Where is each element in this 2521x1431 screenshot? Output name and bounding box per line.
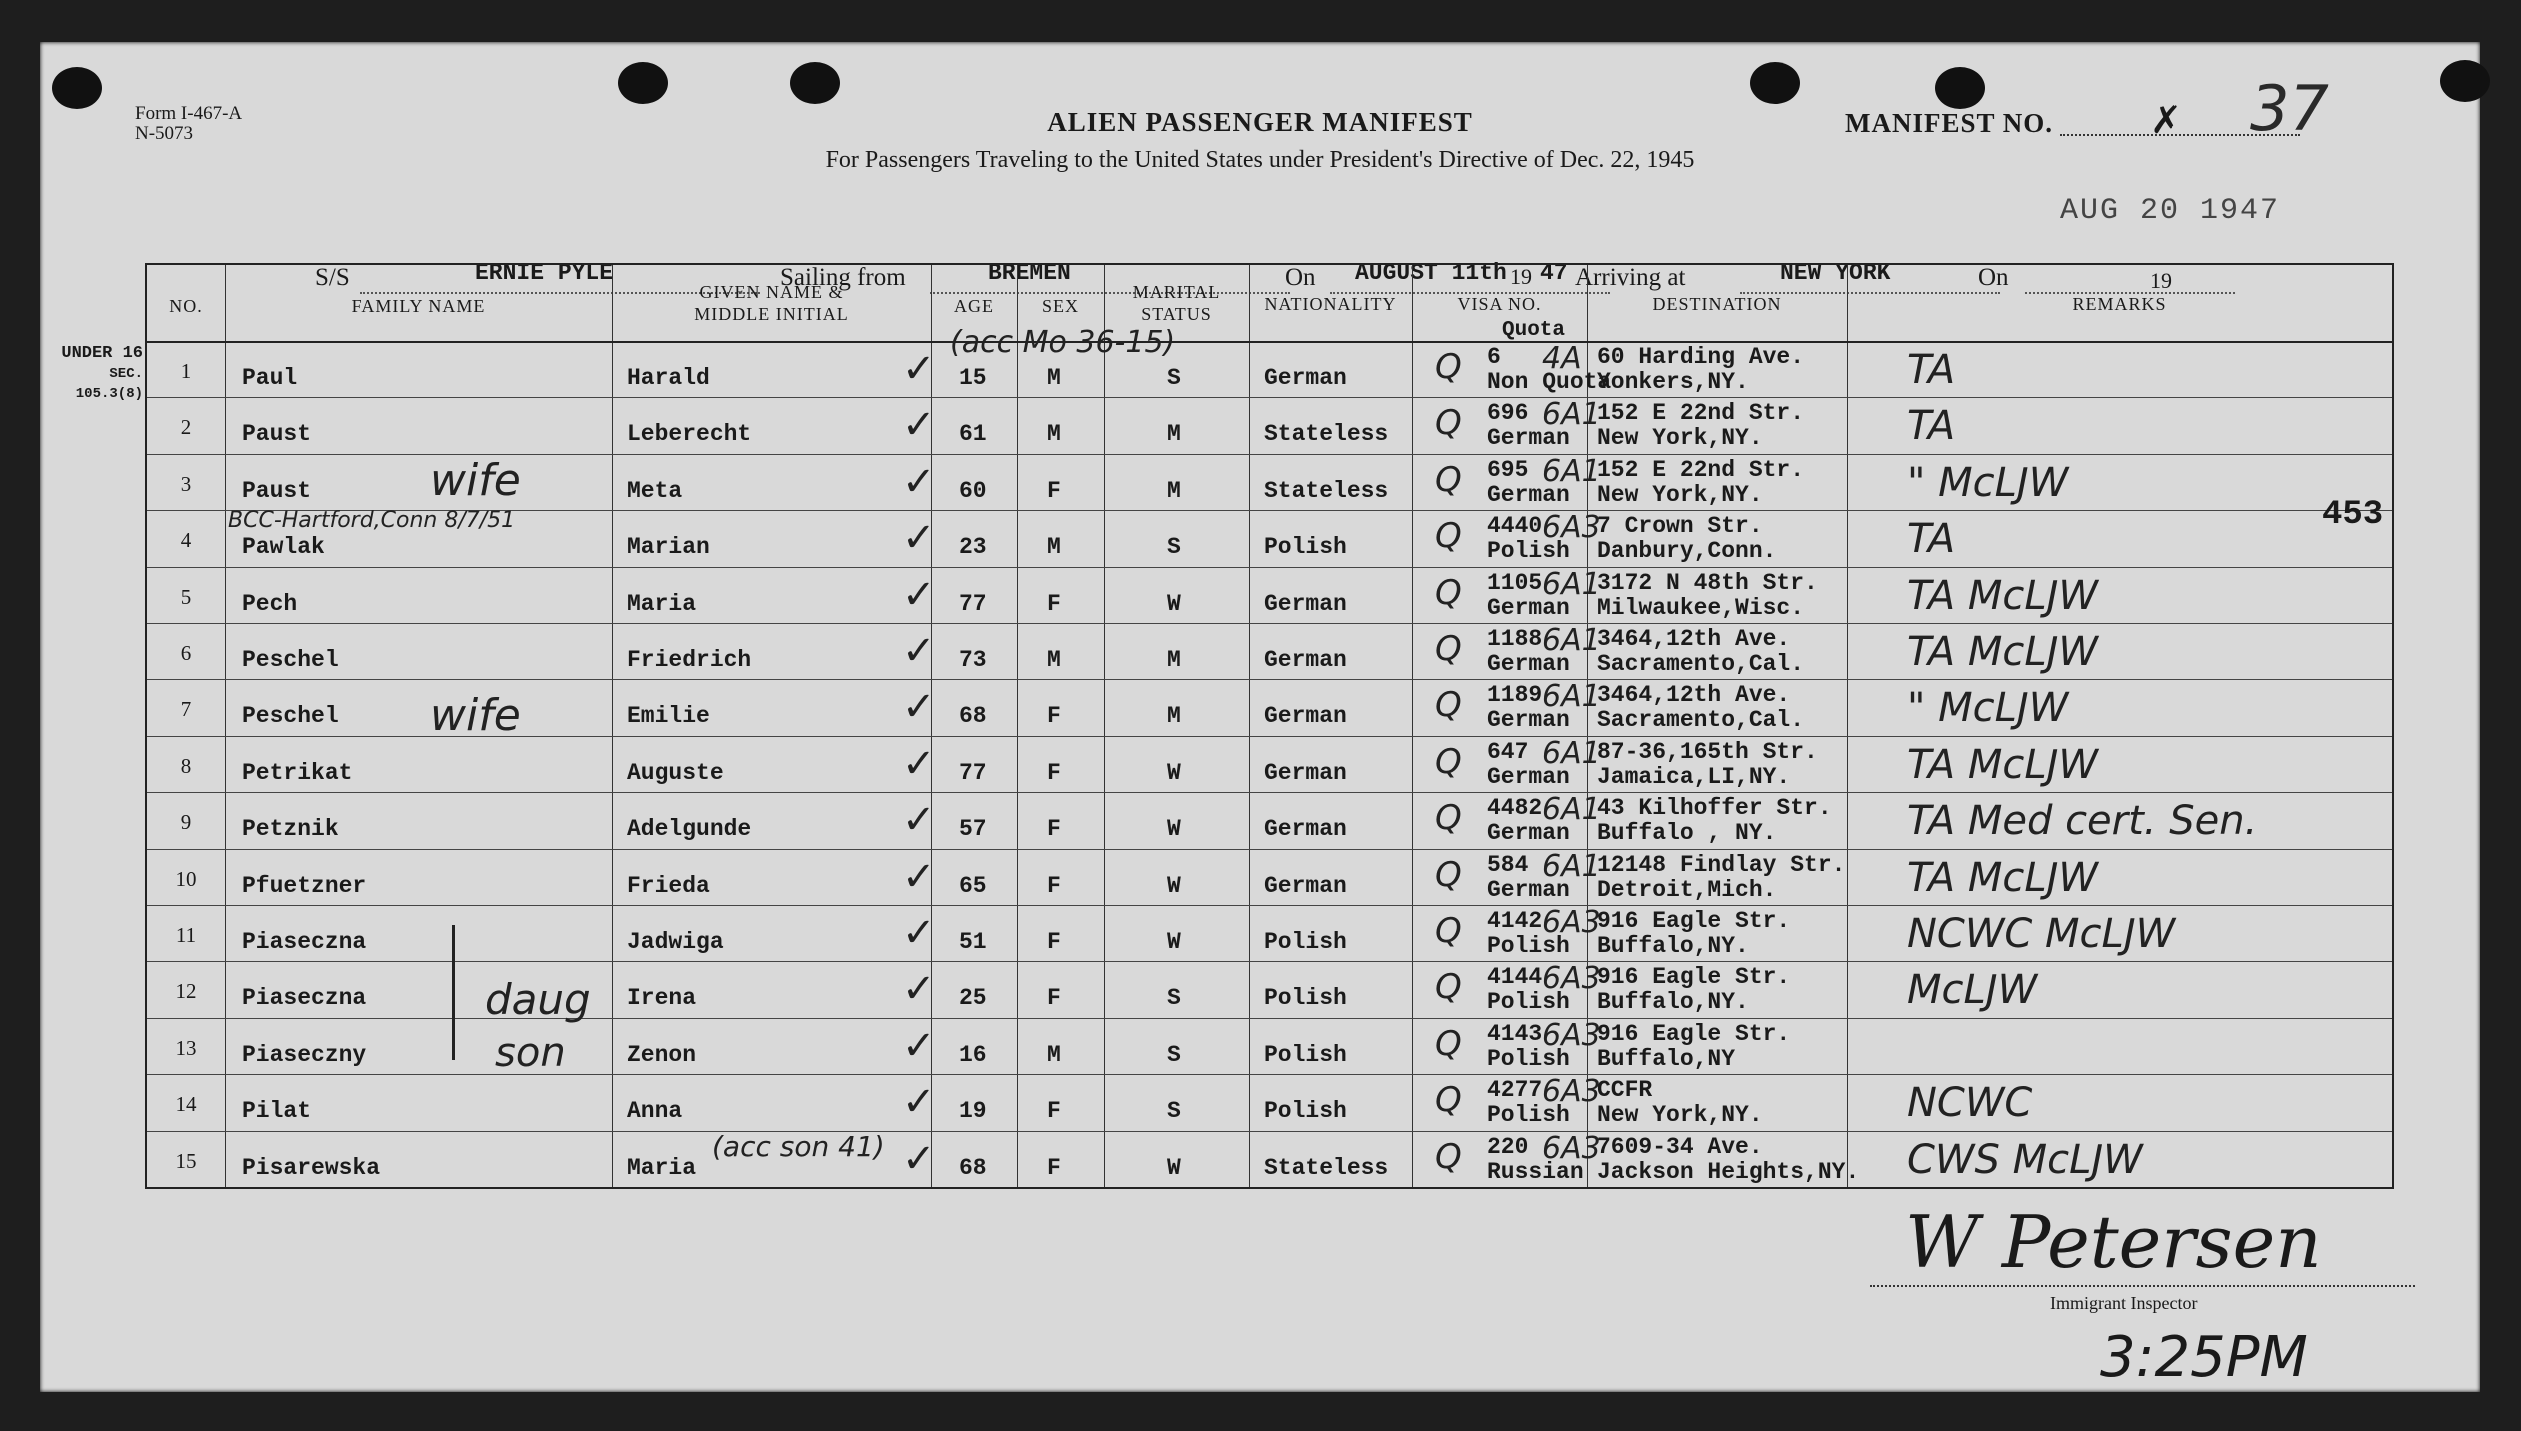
visa-hand-code: 4A bbox=[1542, 341, 1582, 376]
row-number: 2 bbox=[180, 415, 192, 440]
visa-hand-code: 6A3 bbox=[1542, 1017, 1601, 1053]
on-label: On bbox=[1285, 264, 1316, 291]
arrival-suffix: 19 bbox=[2150, 268, 2172, 293]
ss-label: S/S bbox=[315, 264, 350, 291]
marital-status: W bbox=[1167, 590, 1181, 617]
check-mark: ✓ bbox=[902, 515, 936, 562]
given-name: Meta bbox=[627, 477, 683, 504]
inspector-signature: W Petersen bbox=[1905, 1200, 2322, 1284]
visa-hand-code: 6A1 bbox=[1542, 848, 1601, 884]
check-mark: ✓ bbox=[902, 684, 936, 731]
check-mark: ✓ bbox=[902, 1022, 936, 1069]
age: 16 bbox=[959, 1041, 987, 1068]
handwritten-wife-1: wife bbox=[430, 455, 521, 506]
check-mark: ✓ bbox=[902, 797, 936, 844]
visa-hand-code: 6A3 bbox=[1542, 510, 1601, 546]
remarks: TA bbox=[1907, 516, 1956, 563]
remarks: TA bbox=[1907, 403, 1956, 450]
destination-line2: New York,NY. bbox=[1597, 1102, 1763, 1129]
nationality: German bbox=[1264, 365, 1347, 391]
destination-line1: 7609-34 Ave. bbox=[1597, 1133, 1763, 1160]
marital-status: S bbox=[1167, 534, 1181, 561]
destination-line2: Jackson Heights,NY. bbox=[1597, 1158, 1860, 1185]
remarks: CWS McLJW bbox=[1907, 1136, 2143, 1183]
remarks: TA McLJW bbox=[1907, 854, 2098, 901]
struck-number: ✗ bbox=[2150, 98, 2182, 142]
page-subtitle: For Passengers Traveling to the United States under President's Directive of Dec. 22, 1945 bbox=[825, 147, 1695, 173]
visa-hand-code: 6A1 bbox=[1542, 397, 1601, 433]
handwritten-q: Q bbox=[1435, 459, 1462, 500]
punch-hole bbox=[618, 62, 668, 104]
marital-status: S bbox=[1167, 365, 1181, 391]
given-name: Marian bbox=[627, 534, 710, 561]
sex: F bbox=[1047, 590, 1061, 617]
inspector-label: Immigrant Inspector bbox=[2050, 1293, 2198, 1313]
family-name: Paust bbox=[242, 421, 312, 448]
handwritten-q: Q bbox=[1435, 798, 1462, 839]
nationality: German bbox=[1264, 590, 1347, 617]
given-name: Maria bbox=[627, 1154, 697, 1181]
age: 60 bbox=[959, 477, 987, 504]
marital-status: W bbox=[1167, 929, 1181, 955]
check-mark: ✓ bbox=[902, 571, 936, 618]
handwritten-q: Q bbox=[1435, 1080, 1462, 1121]
age: 57 bbox=[959, 816, 987, 843]
header-marital-status: MARITAL STATUS bbox=[1132, 282, 1221, 324]
marital-status: M bbox=[1167, 421, 1181, 448]
destination-line2: Milwaukee,Wisc. bbox=[1597, 594, 1805, 621]
sex: F bbox=[1047, 816, 1061, 843]
sex: F bbox=[1047, 1154, 1061, 1181]
visa-type: German bbox=[1487, 763, 1570, 790]
handwritten-q: Q bbox=[1435, 572, 1462, 613]
visa-number: 1189 bbox=[1487, 682, 1543, 709]
visa-type: Polish bbox=[1487, 933, 1570, 959]
row-number: 6 bbox=[180, 641, 192, 665]
punch-hole bbox=[790, 62, 840, 104]
destination-line1: 916 Eagle Str. bbox=[1597, 908, 1791, 934]
nationality: Polish bbox=[1264, 534, 1347, 561]
handwritten-q: Q bbox=[1435, 347, 1462, 387]
age: 23 bbox=[959, 534, 987, 561]
handwritten-note-row15: (acc son 41) bbox=[712, 1130, 885, 1163]
nationality: Polish bbox=[1264, 1098, 1347, 1125]
visa-number: 4440 bbox=[1487, 513, 1543, 540]
header-visa-no: VISA NO. bbox=[1457, 294, 1542, 314]
given-name: Irena bbox=[627, 985, 697, 1012]
marital-status: W bbox=[1167, 872, 1181, 899]
sex: M bbox=[1047, 365, 1061, 391]
handwritten-q: Q bbox=[1435, 685, 1462, 726]
sex: M bbox=[1047, 421, 1061, 448]
remarks: TA McLJW bbox=[1907, 629, 2098, 675]
destination-line1: CCFR bbox=[1597, 1077, 1653, 1104]
marital-status: M bbox=[1167, 647, 1181, 673]
sex: F bbox=[1047, 477, 1061, 504]
visa-type: German bbox=[1487, 481, 1570, 508]
family-name: Pisarewska bbox=[242, 1154, 381, 1181]
handwritten-wife-2: wife bbox=[430, 690, 521, 741]
destination-line2: Detroit,Mich. bbox=[1597, 876, 1777, 903]
destination-line2: Danbury,Conn. bbox=[1597, 538, 1777, 565]
visa-type: Polish bbox=[1487, 1102, 1570, 1129]
check-mark: ✓ bbox=[902, 1079, 936, 1126]
destination-line1: 3464,12th Ave. bbox=[1597, 682, 1791, 709]
given-name: Emilie bbox=[627, 703, 710, 730]
sailing-date: AUGUST 11th bbox=[1355, 260, 1507, 286]
visa-hand-code: 6A1 bbox=[1542, 735, 1601, 771]
destination-line1: 60 Harding Ave. bbox=[1597, 344, 1805, 370]
given-name: Jadwiga bbox=[627, 929, 724, 955]
nationality: Stateless bbox=[1264, 1154, 1389, 1181]
destination-line1: 152 E 22nd Str. bbox=[1597, 456, 1805, 483]
family-name: Pech bbox=[242, 590, 298, 617]
sex: F bbox=[1047, 1098, 1061, 1125]
given-name: Friedrich bbox=[627, 647, 752, 673]
sailing-year: 47 bbox=[1540, 260, 1568, 286]
family-name: Paul bbox=[242, 365, 298, 391]
punch-hole bbox=[1750, 62, 1800, 104]
row-number: 11 bbox=[175, 923, 197, 947]
visa-hand-code: 6A3 bbox=[1542, 1074, 1601, 1110]
visa-type: German bbox=[1487, 820, 1570, 847]
form-number: Form I-467-A N-5073 bbox=[135, 103, 243, 144]
age: 25 bbox=[959, 985, 987, 1012]
remarks: TA McLJW bbox=[1907, 572, 2098, 619]
handwritten-note-row4: BCC-Hartford,Conn 8/7/51 bbox=[228, 508, 516, 533]
nationality: German bbox=[1264, 703, 1347, 730]
sex: F bbox=[1047, 703, 1061, 730]
given-name: Maria bbox=[627, 590, 697, 617]
bracket-mark bbox=[452, 925, 455, 1060]
family-name: Petrikat bbox=[242, 759, 353, 786]
row-number: 8 bbox=[180, 753, 192, 778]
family-name: Pawlak bbox=[242, 534, 325, 561]
handwritten-q: Q bbox=[1435, 854, 1462, 895]
given-name: Auguste bbox=[627, 759, 724, 786]
check-mark: ✓ bbox=[902, 458, 936, 505]
nationality: Polish bbox=[1264, 929, 1347, 955]
year-prefix: 19 bbox=[1510, 264, 1532, 289]
nationality: German bbox=[1264, 872, 1347, 899]
destination-line1: 3464,12th Ave. bbox=[1597, 626, 1791, 652]
visa-number: 1188 bbox=[1487, 626, 1543, 652]
arrival-date-stamp: AUG 20 1947 bbox=[2060, 194, 2281, 228]
visa-number: 696 bbox=[1487, 400, 1529, 427]
remarks: NCWC McLJW bbox=[1907, 911, 2176, 957]
remarks: TA bbox=[1907, 347, 1956, 393]
row-number: 14 bbox=[175, 1092, 197, 1117]
row-number: 4 bbox=[180, 528, 192, 553]
family-name: Piaseczny bbox=[242, 1041, 367, 1068]
row-number: 13 bbox=[175, 1035, 197, 1060]
check-mark: ✓ bbox=[902, 628, 936, 674]
destination-line2: New York,NY. bbox=[1597, 481, 1763, 508]
check-mark: ✓ bbox=[902, 740, 936, 787]
handwritten-son: son bbox=[495, 1030, 566, 1076]
under16-note: UNDER 16 SEC. 105.3(8) bbox=[61, 344, 143, 402]
handwritten-q: Q bbox=[1435, 403, 1462, 444]
family-name: Peschel bbox=[242, 647, 339, 673]
visa-type: German bbox=[1487, 594, 1570, 621]
punch-hole bbox=[52, 67, 102, 109]
visa-number: 584 bbox=[1487, 851, 1529, 878]
age: 65 bbox=[959, 872, 987, 899]
nationality: Stateless bbox=[1264, 421, 1389, 448]
visa-hand-code: 6A1 bbox=[1542, 453, 1601, 489]
sailing-label: Sailing from bbox=[780, 264, 906, 291]
marital-status: W bbox=[1167, 816, 1181, 843]
marital-status: S bbox=[1167, 1041, 1181, 1068]
sex: F bbox=[1047, 759, 1061, 786]
row-number: 5 bbox=[180, 584, 192, 609]
visa-number: 4144 bbox=[1487, 964, 1543, 991]
handwritten-q: Q bbox=[1435, 1023, 1462, 1064]
row-number: 9 bbox=[180, 810, 192, 835]
marital-status: M bbox=[1167, 703, 1181, 730]
destination-line1: 3172 N 48th Str. bbox=[1597, 569, 1818, 596]
sex: F bbox=[1047, 929, 1061, 955]
row-number: 10 bbox=[175, 866, 197, 891]
remarks: " McLJW bbox=[1907, 685, 2069, 732]
visa-type: German bbox=[1487, 876, 1570, 903]
visa-type: German bbox=[1487, 707, 1570, 734]
given-name: Leberecht bbox=[627, 421, 752, 448]
given-name: Frieda bbox=[627, 872, 710, 899]
header-destination: DESTINATION bbox=[1652, 294, 1782, 314]
visa-type: Polish bbox=[1487, 538, 1570, 565]
ship-name: ERNIE PYLE bbox=[475, 260, 614, 286]
header-family-name: FAMILY NAME bbox=[351, 296, 486, 316]
sex: M bbox=[1047, 1041, 1061, 1068]
destination-line2: Jamaica,LI,NY. bbox=[1597, 763, 1791, 790]
family-name: Peschel bbox=[242, 703, 339, 730]
marital-status: S bbox=[1167, 985, 1181, 1012]
header-given-name: GIVEN NAME & MIDDLE INITIAL bbox=[694, 282, 849, 324]
marital-status: W bbox=[1167, 759, 1181, 786]
handwritten-q: Q bbox=[1435, 967, 1462, 1008]
row-number: 1 bbox=[180, 359, 192, 383]
destination-line1: 43 Kilhoffer Str. bbox=[1597, 795, 1832, 822]
handwritten-q: Q bbox=[1435, 1136, 1462, 1177]
remarks: NCWC bbox=[1907, 1080, 2033, 1127]
check-mark: ✓ bbox=[902, 402, 936, 449]
remarks: TA Med cert. Sen. bbox=[1907, 798, 2258, 845]
age: 68 bbox=[959, 703, 987, 730]
visa-type: German bbox=[1487, 425, 1570, 452]
visa-hand-code: 6A3 bbox=[1542, 1130, 1601, 1166]
age: 19 bbox=[959, 1098, 987, 1125]
visa-number: 647 bbox=[1487, 738, 1529, 765]
destination-line2: Sacramento,Cal. bbox=[1597, 651, 1805, 677]
handwritten-q: Q bbox=[1435, 516, 1462, 557]
sex: F bbox=[1047, 985, 1061, 1012]
visa-type: Polish bbox=[1487, 989, 1570, 1016]
signature-line bbox=[1870, 1285, 2415, 1287]
row-number: 12 bbox=[175, 979, 197, 1004]
check-mark: ✓ bbox=[902, 1135, 936, 1182]
visa-type: Non Quota bbox=[1487, 369, 1612, 395]
arrival-on-label: On bbox=[1978, 264, 2009, 291]
destination-line1: 12148 Findlay Str. bbox=[1597, 851, 1846, 878]
age: 61 bbox=[959, 421, 987, 448]
visa-hand-code: 6A1 bbox=[1542, 792, 1601, 828]
destination-line1: 7 Crown Str. bbox=[1597, 513, 1763, 540]
destination-line2: New York,NY. bbox=[1597, 425, 1763, 452]
handwritten-q: Q bbox=[1435, 741, 1462, 782]
visa-type: German bbox=[1487, 651, 1570, 677]
quota-label: Quota bbox=[1502, 319, 1566, 342]
given-name: Harald bbox=[627, 365, 710, 391]
given-name: Zenon bbox=[627, 1041, 697, 1068]
age: 77 bbox=[959, 590, 987, 617]
marital-status: W bbox=[1167, 1154, 1181, 1181]
family-name: Petznik bbox=[242, 816, 339, 843]
header-age: AGE bbox=[954, 296, 994, 316]
destination-line1: 916 Eagle Str. bbox=[1597, 964, 1791, 991]
destination-line2: Buffalo,NY. bbox=[1597, 933, 1749, 959]
family-name: Piaseczna bbox=[242, 985, 367, 1012]
header-remarks: REMARKS bbox=[2072, 294, 2167, 314]
header-nationality: NATIONALITY bbox=[1264, 294, 1397, 314]
visa-hand-code: 6A3 bbox=[1542, 905, 1601, 940]
punch-hole bbox=[2440, 60, 2490, 102]
nationality: Polish bbox=[1264, 985, 1347, 1012]
manifest-label: MANIFEST NO. bbox=[1845, 108, 2054, 138]
family-name: Pfuetzner bbox=[242, 872, 367, 899]
visa-number: 4143 bbox=[1487, 1020, 1543, 1047]
nationality: German bbox=[1264, 759, 1347, 786]
age: 68 bbox=[959, 1154, 987, 1181]
destination-line2: Buffalo,NY. bbox=[1597, 989, 1749, 1016]
destination-line2: Buffalo,NY bbox=[1597, 1045, 1736, 1072]
handwritten-note-row1: (acc Mo 36-15) bbox=[950, 325, 1176, 360]
page-title: ALIEN PASSENGER MANIFEST bbox=[1047, 107, 1473, 137]
visa-number: 4277 bbox=[1487, 1077, 1543, 1104]
visa-hand-code: 6A1 bbox=[1542, 566, 1601, 602]
visa-number: 4142 bbox=[1487, 908, 1543, 934]
sex: F bbox=[1047, 872, 1061, 899]
handwritten-time: 3:25PM bbox=[2100, 1325, 2308, 1390]
remarks: TA McLJW bbox=[1907, 741, 2098, 788]
punch-hole bbox=[1935, 67, 1985, 109]
arriving-label: Arriving at bbox=[1575, 264, 1686, 291]
nationality: German bbox=[1264, 816, 1347, 843]
age: 15 bbox=[959, 365, 987, 391]
handwritten-q: Q bbox=[1435, 629, 1462, 669]
check-mark: ✓ bbox=[902, 966, 936, 1013]
handwritten-q: Q bbox=[1435, 911, 1462, 951]
visa-type: Russian bbox=[1487, 1158, 1584, 1185]
row-number: 3 bbox=[180, 471, 192, 496]
destination-line2: Sacramento,Cal. bbox=[1597, 707, 1805, 734]
sailing-from: BREMEN bbox=[988, 260, 1071, 286]
sex: M bbox=[1047, 647, 1061, 673]
arriving-at: NEW YORK bbox=[1780, 260, 1891, 286]
nationality: Stateless bbox=[1264, 477, 1389, 504]
family-name: Pilat bbox=[242, 1098, 312, 1125]
family-name: Paust bbox=[242, 477, 312, 504]
visa-type: Polish bbox=[1487, 1045, 1570, 1072]
destination-line1: 152 E 22nd Str. bbox=[1597, 400, 1805, 427]
handwritten-daug: daug bbox=[485, 975, 591, 1024]
visa-number: 695 bbox=[1487, 456, 1529, 483]
check-mark: ✓ bbox=[902, 910, 936, 956]
destination-line1: 87-36,165th Str. bbox=[1597, 738, 1818, 765]
age: 77 bbox=[959, 759, 987, 786]
destination-line2: Yonkers,NY. bbox=[1597, 369, 1749, 395]
nationality: Polish bbox=[1264, 1041, 1347, 1068]
row-number: 7 bbox=[180, 697, 192, 722]
visa-number: 6 bbox=[1487, 344, 1501, 370]
remarks: McLJW bbox=[1907, 967, 2038, 1014]
visa-hand-code: 6A1 bbox=[1542, 623, 1601, 658]
age: 51 bbox=[959, 929, 987, 955]
check-mark: ✓ bbox=[902, 853, 936, 900]
visa-hand-code: 6A3 bbox=[1542, 961, 1601, 997]
destination-line2: Buffalo , NY. bbox=[1597, 820, 1777, 847]
given-name: Adelgunde bbox=[627, 816, 752, 843]
side-number: 453 bbox=[2322, 496, 2384, 534]
family-name: Piaseczna bbox=[242, 929, 367, 955]
marital-status: S bbox=[1167, 1098, 1181, 1125]
sex: M bbox=[1047, 534, 1061, 561]
given-name: Anna bbox=[627, 1098, 683, 1125]
header-no: NO. bbox=[169, 296, 203, 316]
age: 73 bbox=[959, 647, 987, 673]
marital-status: M bbox=[1167, 477, 1181, 504]
manifest-number: 37 bbox=[2250, 72, 2329, 145]
destination-line1: 916 Eagle Str. bbox=[1597, 1020, 1791, 1047]
check-mark: ✓ bbox=[902, 346, 936, 392]
header-sex: SEX bbox=[1041, 296, 1079, 316]
row-number: 15 bbox=[175, 1148, 197, 1173]
visa-number: 220 bbox=[1487, 1133, 1529, 1160]
remarks: " McLJW bbox=[1907, 459, 2069, 506]
visa-number: 1105 bbox=[1487, 569, 1543, 596]
visa-hand-code: 6A1 bbox=[1542, 679, 1601, 715]
nationality: German bbox=[1264, 647, 1347, 673]
visa-number: 4482 bbox=[1487, 795, 1543, 822]
